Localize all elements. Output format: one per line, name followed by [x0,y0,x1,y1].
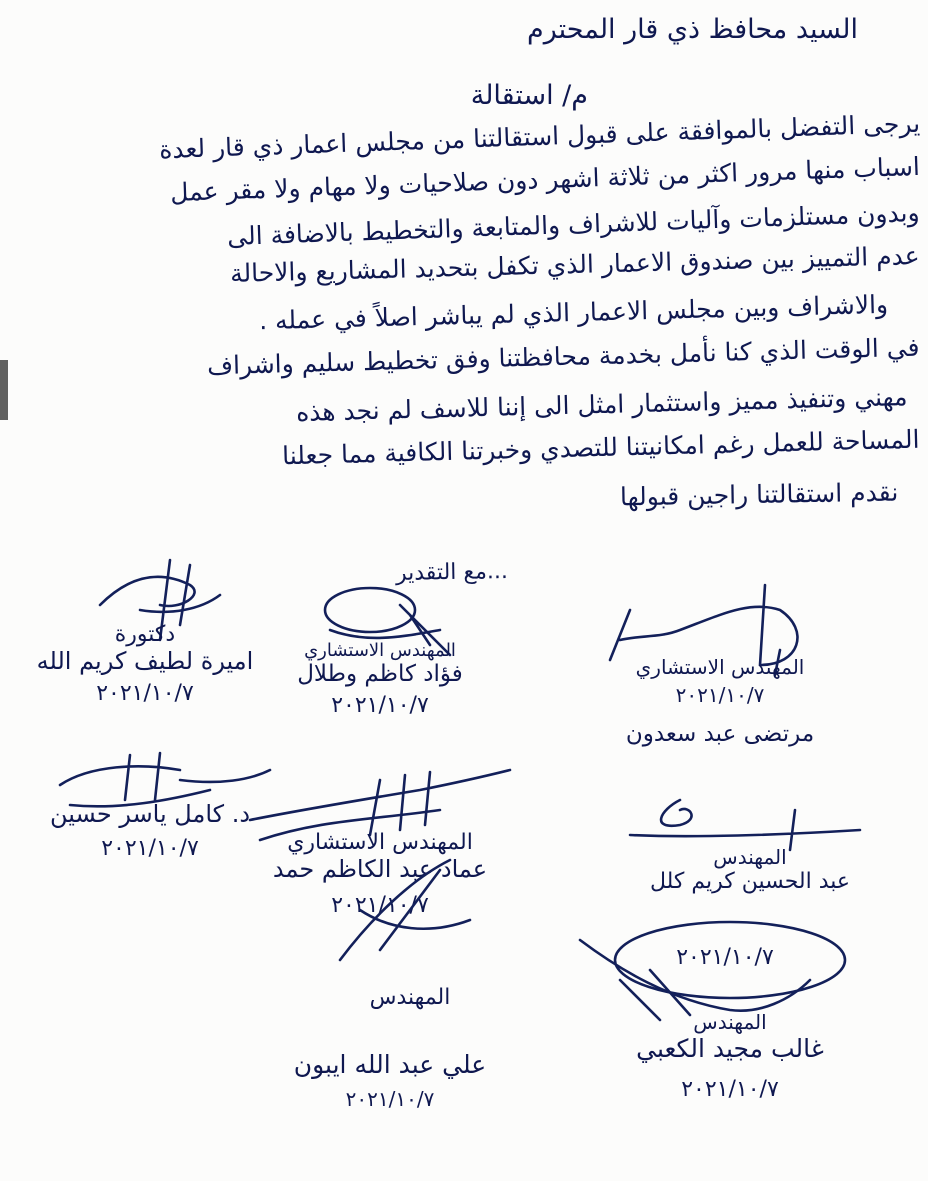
signatory-3 [560,655,880,747]
signatory-8-date: ٢٠٢١/١٠/٧ [681,1077,779,1102]
closing-regards: ...مع التقدير [395,559,509,586]
body-line-7: مهني وتنفيذ مميز واستثمار امثل الى إننا للاسف لم نجد هذه [296,382,909,427]
body-line-4: عدم التمييز بين صندوق الاعمار الذي تكفل بتحديد المشاريع والاحالة [230,240,921,289]
signatory-2 [280,640,480,718]
signatory-2-date: ٢٠٢١/١٠/٧ [331,693,429,718]
signatory-8 [590,1010,870,1102]
signatory-8-name: غالب مجيد الكعبي [636,1034,824,1063]
signatory-7-title: المهندس [369,985,451,1010]
body-line-3: وبدون مستلزمات وآليات للاشراف والمتابعة والتخطيط بالاضافة الى [226,197,921,252]
signatory-6 [600,845,900,894]
signatory-7-date: ٢٠٢١/١٠/٧ [345,1087,435,1111]
letter-salutation: السيد محافظ ذي قار المحترم [527,14,858,45]
signatory-3-name: مرتضى عبد سعدون [625,721,815,747]
signature-mark-7 [320,850,500,980]
signatory-2-name: فؤاد كاظم وطلال [297,661,463,687]
signatory-3-date: ٢٠٢١/١٠/٧ [675,683,765,707]
signatory-4-title: د. [231,800,251,828]
signatory-5-date: ٢٠٢١/١٠/٧ [331,893,429,918]
signatory-6-title: المهندس [713,845,787,869]
signatory-5-title: المهندس الاستشاري [287,830,473,855]
signatory-4-date: ٢٠٢١/١٠/٧ [101,836,199,861]
body-line-8: المساحة للعمل رغم امكانيتنا للتصدي وخبرتنا الكافية مما جعلنا [282,424,921,471]
signatory-8-title: المهندس [693,1010,767,1034]
signatory-1-date: ٢٠٢١/١٠/٧ [96,681,194,706]
letter-subject: م/ استقالة [470,80,588,111]
signatory-7-name: علي عبد الله ايبون [293,1050,487,1079]
signatory-7 [250,1050,530,1111]
signatory-5-name: عماد عبد الكاظم حمد [272,855,488,883]
body-line-6: في الوقت الذي كنا نأمل بخدمة محافظتنا وفق تخطيط سليم واشراف [207,332,921,381]
page-edge-shadow [0,360,8,420]
body-line-9: نقدم استقالتنا راجين قبولها [619,477,899,512]
signatory-1-name: اميرة لطيف كريم الله [36,647,254,675]
signatory-6-name: عبد الحسين كريم كلل [649,869,851,894]
signatory-1-title: دكتورة [114,622,176,647]
body-line-1: يرجى التفضل بالموافقة على قبول استقالتنا من مجلس اعمار ذي قار لعدة [158,108,921,165]
signatory-4-name: كامل ياسر حسين [49,800,225,828]
body-line-2: اسباب منها مرور اكثر من ثلاثة اشهر دون صلاحيات ولا مهام ولا مقر عمل [169,151,921,208]
signatory-2-title: المهندس الاستشاري [304,640,456,661]
body-line-5: والاشراف وبين مجلس الاعمار الذي لم يباشر اصلاً في عمله . [258,289,889,336]
signatory-6-date: ٢٠٢١/١٠/٧ [676,945,774,970]
signatory-1 [30,622,260,706]
signatory-3-title: المهندس الاستشاري [635,655,805,679]
signatory-7-title-wrap [310,985,510,1010]
